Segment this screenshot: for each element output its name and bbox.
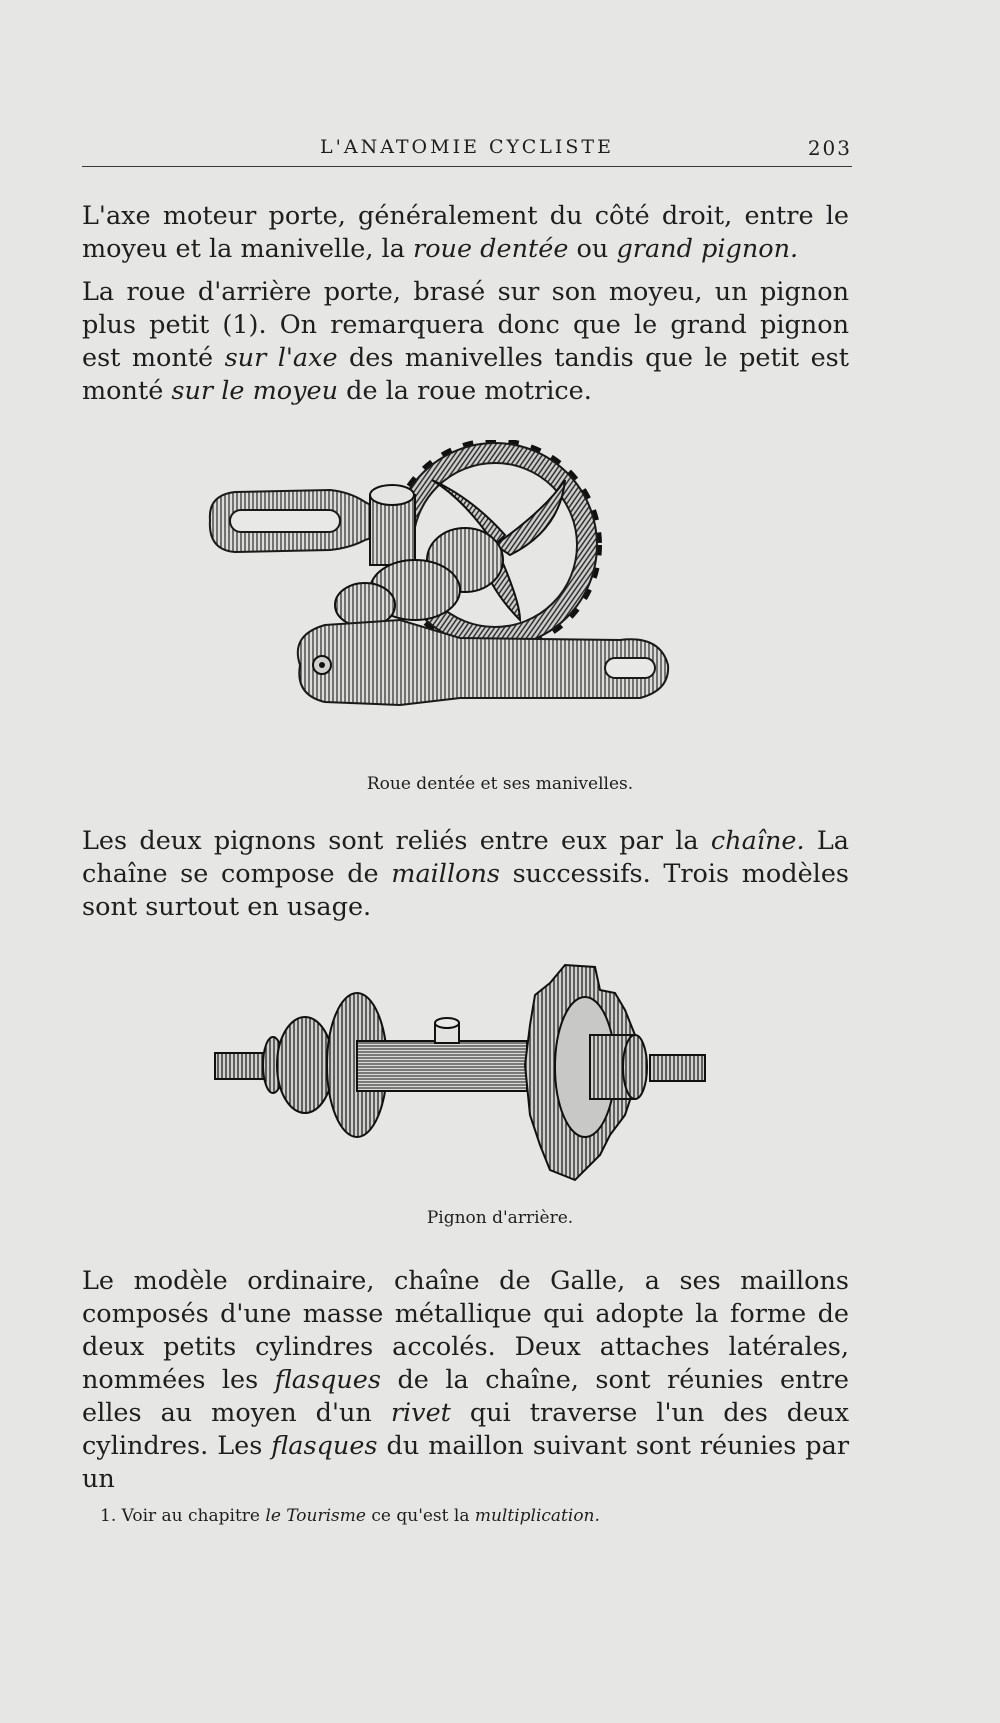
paragraph-chaine bbox=[82, 825, 849, 924]
text-run: du maillon suivant sont réunies par un bbox=[82, 1431, 850, 1494]
text-run: La chaîne se compose de bbox=[82, 826, 849, 889]
text-run: Les deux pignons sont reliés entre eux par la bbox=[82, 826, 711, 856]
text-run: des manivelles tandis que le petit est monté bbox=[82, 343, 849, 406]
footnote bbox=[100, 1506, 600, 1526]
italic-run: grand pignon. bbox=[616, 234, 799, 264]
paragraph-roue-arriere bbox=[82, 276, 849, 408]
paragraph-modele-ordinaire bbox=[82, 1265, 849, 1496]
italic-run: roue dentée bbox=[413, 234, 569, 264]
italic-run: chaîne. bbox=[710, 826, 805, 856]
text-run: successifs. Trois modèles sont surtout en usage. bbox=[82, 859, 849, 922]
page-number: 203 bbox=[807, 136, 852, 160]
text-run: Le modèle ordinaire, chaîne de Galle, a ses maillons composés d'une masse métallique qui adopte la forme de deux petits cylindres accolés. Deux attaches latérales, nommées les bbox=[82, 1266, 849, 1395]
text-run: qui traverse l'un des deux cylindres. Les bbox=[82, 1398, 849, 1461]
running-head bbox=[82, 132, 852, 167]
italic-run: le Tourisme bbox=[265, 1506, 366, 1526]
italic-run: maillons bbox=[391, 859, 500, 889]
figure1-caption: Roue dentée et ses manivelles. bbox=[366, 774, 634, 794]
italic-run: multiplication. bbox=[474, 1506, 600, 1526]
rear-sprocket-illustration bbox=[205, 955, 725, 1200]
italic-run: flasques bbox=[271, 1431, 378, 1461]
italic-run: rivet bbox=[390, 1398, 451, 1428]
text-run: La roue d'arrière porte, brasé sur son moyeu, un pignon plus petit (1). On remarquera donc que le grand pignon est monté bbox=[82, 277, 849, 373]
text-run: 1. Voir au chapitre bbox=[100, 1506, 266, 1526]
text-run: de la roue motrice. bbox=[338, 376, 592, 406]
chainwheel-cranks-illustration bbox=[200, 440, 740, 765]
text-run: L'axe moteur porte, généralement du côté droit, entre le moyeu et la manivelle, la bbox=[82, 201, 849, 264]
text-run: de la chaîne, sont réunies entre elles au moyen d'un bbox=[82, 1365, 850, 1428]
italic-run: sur le moyeu bbox=[171, 376, 339, 406]
italic-run: sur l'axe bbox=[224, 343, 338, 373]
text-run: ce qu'est la bbox=[365, 1506, 475, 1526]
figure2-caption: Pignon d'arrière. bbox=[426, 1208, 574, 1228]
italic-run: flasques bbox=[274, 1365, 381, 1395]
running-head-title: L'ANATOMIE CYCLISTE bbox=[320, 136, 614, 158]
paragraph-axe-moteur bbox=[82, 200, 849, 266]
text-run: ou bbox=[568, 234, 617, 264]
